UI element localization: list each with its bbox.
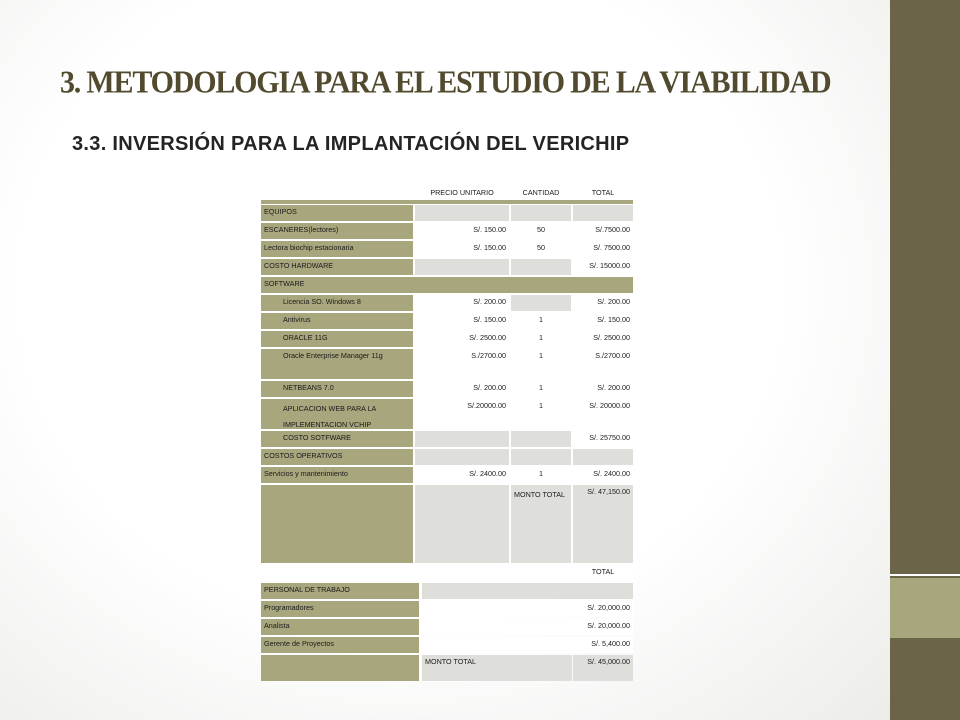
- slide-title: 3. METODOLOGIA PARA EL ESTUDIO DE LA VIABILIDAD: [60, 65, 831, 100]
- row-total: S/. 150.00: [573, 313, 633, 329]
- row-quantity: 1: [511, 381, 571, 397]
- section-row-software: SOFTWARE: [261, 277, 633, 293]
- row-total: S/. 20000.00: [573, 399, 633, 429]
- row-price: [415, 431, 509, 447]
- row-price: S/.20000.00: [415, 399, 509, 429]
- row-price: S/. 150.00: [415, 241, 509, 257]
- row-quantity: 50: [511, 241, 571, 257]
- row-label: APLICACION WEB PARA LA IMPLEMENTACION VCHIP: [261, 399, 413, 429]
- row-total: S/.7500.00: [573, 223, 633, 239]
- row-total: S./2700.00: [573, 349, 633, 379]
- section-row-personal-fill: [422, 583, 633, 599]
- row-total: S/. 200.00: [573, 295, 633, 311]
- header-divider: [261, 200, 633, 204]
- monto-total-spacer: [261, 485, 413, 563]
- monto-total-label: MONTO TOTAL: [511, 485, 571, 563]
- row-price: [415, 449, 509, 465]
- row-label: NETBEANS 7.0: [261, 381, 413, 397]
- row-price: S/. 150.00: [415, 313, 509, 329]
- row-quantity: [511, 449, 571, 465]
- row-label: Servicios y mantenimiento: [261, 467, 413, 483]
- row-total: S/. 2400.00: [573, 467, 633, 483]
- row-quantity: [511, 431, 571, 447]
- row-total: S/. 7500.00: [573, 241, 633, 257]
- row-total: [573, 449, 633, 465]
- row-label: EQUIPOS: [261, 205, 413, 221]
- row-quantity: 1: [511, 399, 571, 429]
- row-price: S/. 2500.00: [415, 331, 509, 347]
- personal-monto-total-label: MONTO TOTAL: [422, 655, 572, 681]
- row-quantity: [511, 295, 571, 311]
- monto-total-empty: [415, 485, 509, 563]
- row-total: S/. 25750.00: [573, 431, 633, 447]
- row-label: Antivirus: [261, 313, 413, 329]
- row-quantity: 1: [511, 467, 571, 483]
- row-total: [573, 205, 633, 221]
- row-price: [415, 259, 509, 275]
- personal-total-header: TOTAL: [573, 565, 633, 581]
- row-label: COSTOS OPERATIVOS: [261, 449, 413, 465]
- header-cell-qty: CANTIDAD: [511, 186, 571, 202]
- row-total: S/. 200.00: [573, 381, 633, 397]
- row-label: Lectora biochip estacionaria: [261, 241, 413, 257]
- row-label: Oracle Enterprise Manager 11g: [261, 349, 413, 379]
- row-total: S/. 2500.00: [573, 331, 633, 347]
- row-price: S/. 2400.00: [415, 467, 509, 483]
- personal-row-value: S/. 5,400.00: [422, 637, 633, 653]
- row-quantity: 1: [511, 349, 571, 379]
- personal-row-label: Programadores: [261, 601, 419, 617]
- header-cell-price: PRECIO UNITARIO: [415, 186, 509, 202]
- header-cell-total: TOTAL: [573, 186, 633, 202]
- row-total: S/. 15000.00: [573, 259, 633, 275]
- row-price: S/. 200.00: [415, 381, 509, 397]
- row-label: Licencia SO. Windows 8: [261, 295, 413, 311]
- row-quantity: [511, 259, 571, 275]
- row-price: S/. 200.00: [415, 295, 509, 311]
- row-price: S./2700.00: [415, 349, 509, 379]
- personal-row-label: Analista: [261, 619, 419, 635]
- section-row-personal: PERSONAL DE TRABAJO: [261, 583, 419, 599]
- row-quantity: 50: [511, 223, 571, 239]
- row-label: COSTO HARDWARE: [261, 259, 413, 275]
- personal-header-spacer: [422, 565, 512, 581]
- row-quantity: [511, 205, 571, 221]
- personal-row-value: S/. 20,000.00: [422, 619, 633, 635]
- row-label: COSTO SOTFWARE: [261, 431, 413, 447]
- slide-subtitle: 3.3. INVERSIÓN PARA LA IMPLANTACIÓN DEL VERICHIP: [72, 133, 630, 155]
- personal-monto-spacer: [261, 655, 419, 681]
- row-price: [415, 205, 509, 221]
- row-quantity: 1: [511, 313, 571, 329]
- row-quantity: 1: [511, 331, 571, 347]
- row-label: ESCANERES(lectores): [261, 223, 413, 239]
- row-label: ORACLE 11G: [261, 331, 413, 347]
- personal-monto-total-value: S/. 45,000.00: [573, 655, 633, 681]
- personal-row-label: Gerente de Proyectos: [261, 637, 419, 653]
- monto-total-value: S/. 47,150.00: [573, 485, 633, 563]
- row-price: S/. 150.00: [415, 223, 509, 239]
- personal-header-empty: [261, 565, 419, 581]
- personal-row-value: S/. 20,000.00: [422, 601, 633, 617]
